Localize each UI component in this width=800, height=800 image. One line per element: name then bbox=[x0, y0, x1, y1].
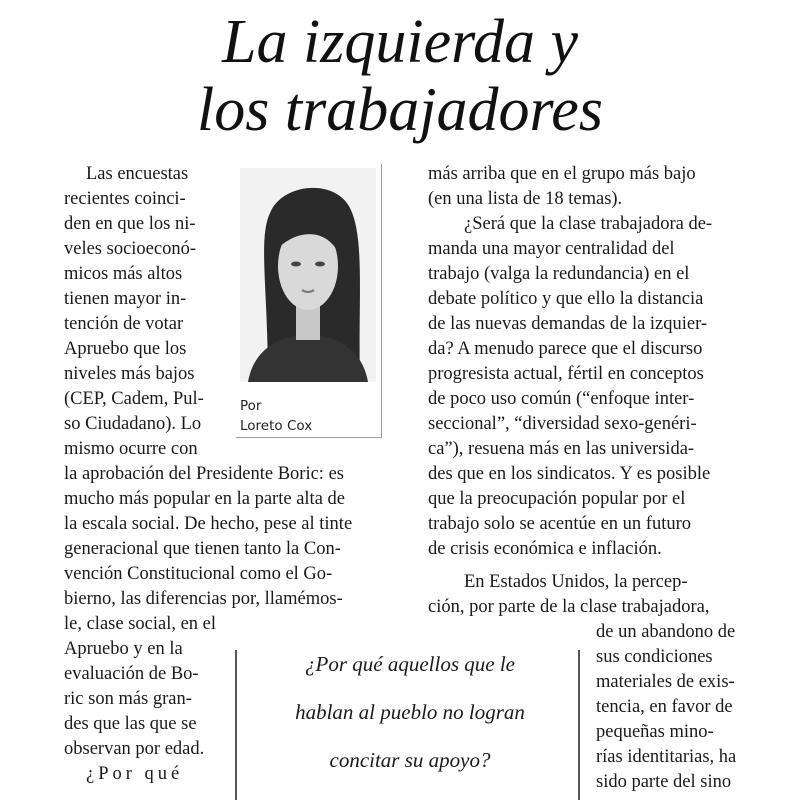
body-line: la escala social. De hecho, pese al tinte bbox=[64, 514, 353, 534]
body-line: de poco uso común (“enfoque inter- bbox=[428, 389, 695, 409]
pullquote-line: ¿Por qué aquellos que le bbox=[305, 652, 515, 676]
byline-prefix: Por bbox=[240, 398, 262, 414]
body-line: seccional”, “diversidad sexo-genéri- bbox=[428, 414, 697, 434]
body-line: más arriba que en el grupo más bajo bbox=[428, 164, 696, 184]
body-line: (CEP, Cadem, Pul- bbox=[64, 389, 204, 409]
body-line: mucho más popular en la parte alta de bbox=[64, 489, 345, 509]
body-line: sus condiciones bbox=[596, 647, 713, 667]
body-line: manda una mayor centralidad del bbox=[428, 239, 675, 259]
body-line: de un abandono de bbox=[596, 622, 736, 642]
body-line: trabajo (valga la redundancia) en el bbox=[428, 264, 690, 284]
pullquote-right-rule bbox=[578, 650, 580, 800]
body-line: (en una lista de 18 temas). bbox=[428, 189, 623, 209]
body-line: veles socioeconó- bbox=[64, 239, 197, 259]
body-line: tencia, en favor de bbox=[596, 697, 733, 717]
body-line: generacional que tienen tanto la Con- bbox=[64, 539, 341, 559]
body-line: Apruebo que los bbox=[64, 339, 187, 359]
body-line: ¿Por qué bbox=[86, 764, 184, 784]
body-line: des que en los sindicatos. Y es posible bbox=[428, 464, 711, 484]
body-line: tienen mayor in- bbox=[64, 289, 187, 309]
body-line: trabajo solo se acentúe en un futuro bbox=[428, 514, 692, 534]
article-title bbox=[0, 8, 800, 144]
body-line: progresista actual, fértil en conceptos bbox=[428, 364, 704, 384]
body-line: micos más altos bbox=[64, 264, 183, 284]
body-line: Apruebo y en la bbox=[64, 639, 183, 659]
body-line: de las nuevas demandas de la izquier- bbox=[428, 314, 708, 334]
body-line: sido parte del sino bbox=[596, 772, 732, 792]
body-line: so Ciudadano). Lo bbox=[64, 414, 202, 434]
body-line: bierno, las diferencias por, llamémos- bbox=[64, 589, 343, 609]
body-line: rías identitarias, ha bbox=[596, 747, 737, 767]
body-line: En Estados Unidos, la percep- bbox=[464, 572, 688, 592]
body-line: observan por edad. bbox=[64, 739, 205, 759]
author-name: Loreto Cox bbox=[240, 418, 313, 434]
body-line: debate político y que ello la distancia bbox=[428, 289, 704, 309]
body-line: ca”), resuena más en las universida- bbox=[428, 439, 695, 459]
body-line: que la preocupación popular por el bbox=[428, 489, 686, 509]
body-line: des que las que se bbox=[64, 714, 197, 734]
body-line: la aprobación del Presidente Boric: es bbox=[64, 464, 344, 484]
body-line: evaluación de Bo- bbox=[64, 664, 199, 684]
body-line: tención de votar bbox=[64, 314, 184, 334]
body-line: ric son más gran- bbox=[64, 689, 192, 709]
body-line: recientes coinci- bbox=[64, 189, 186, 209]
pullquote-line: concitar su apoyo? bbox=[329, 748, 491, 772]
body-line: mismo ocurre con bbox=[64, 439, 198, 459]
body-line: materiales de exis- bbox=[596, 672, 735, 692]
body-line: le, clase social, en el bbox=[64, 614, 217, 634]
body-line: de crisis económica e inflación. bbox=[428, 539, 662, 559]
body-line: ción, por parte de la clase trabajadora, bbox=[428, 597, 710, 617]
title-line-2: los trabajadores bbox=[197, 76, 603, 144]
body-line: vención Constitucional como el Go- bbox=[64, 564, 333, 584]
body-line: niveles más bajos bbox=[64, 364, 195, 384]
body-line: Las encuestas bbox=[86, 164, 189, 184]
author-photo bbox=[240, 168, 376, 382]
body-line: da? A menudo parece que el discurso bbox=[428, 339, 703, 359]
body-line: pequeñas mino- bbox=[596, 722, 714, 742]
body-line: ¿Será que la clase trabajadora de- bbox=[464, 214, 713, 234]
pullquote-line: hablan al pueblo no logran bbox=[295, 700, 525, 724]
title-line-1: La izquierda y bbox=[222, 8, 578, 76]
pullquote-left-rule bbox=[235, 650, 237, 800]
body-line: den en que los ni- bbox=[64, 214, 196, 234]
